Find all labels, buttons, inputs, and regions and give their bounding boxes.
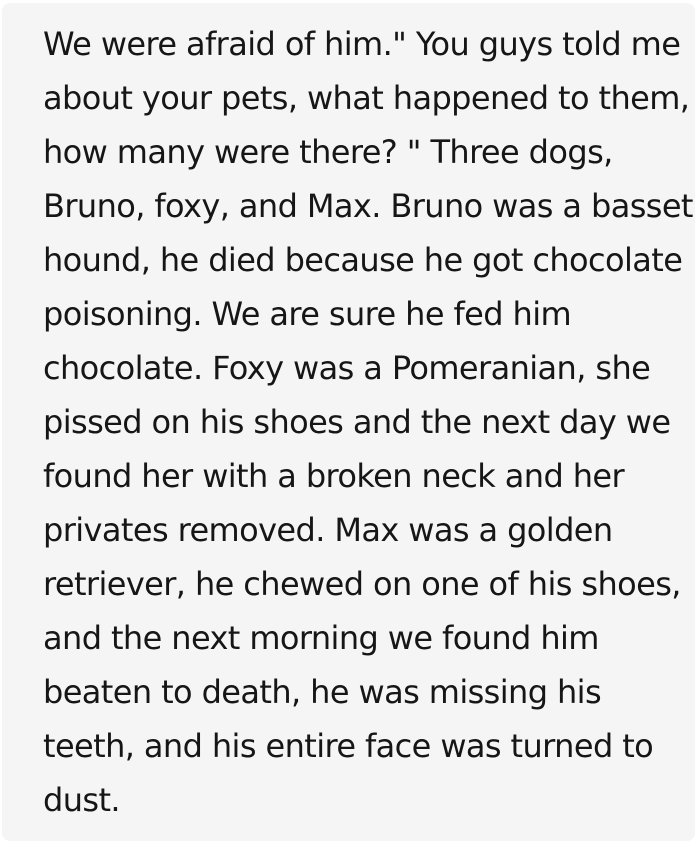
text-line: privates removed. Max was a golden — [43, 511, 613, 549]
text-line: poisoning. We are sure he fed him — [43, 295, 572, 333]
text-line: beaten to death, he was missing his — [43, 673, 602, 711]
text-line: pissed on his shoes and the next day we — [43, 403, 671, 441]
text-line: Bruno, foxy, and Max. Bruno was a basset — [43, 187, 693, 225]
text-line: found her with a broken neck and her — [43, 457, 625, 495]
text-line: dust. — [43, 781, 120, 819]
post-text-card — [2, 3, 695, 841]
text-line: and the next morning we found him — [43, 619, 599, 657]
text-line: teeth, and his entire face was turned to — [43, 727, 654, 765]
text-line: about your pets, what happened to them, — [43, 79, 690, 117]
text-line: how many were there? " Three dogs, — [43, 133, 613, 171]
text-line: chocolate. Foxy was a Pomeranian, she — [43, 349, 651, 387]
text-line: hound, he died because he got chocolate — [43, 241, 683, 279]
text-line: We were afraid of him." You guys told me — [43, 25, 681, 63]
text-line: retriever, he chewed on one of his shoes, — [43, 565, 681, 603]
